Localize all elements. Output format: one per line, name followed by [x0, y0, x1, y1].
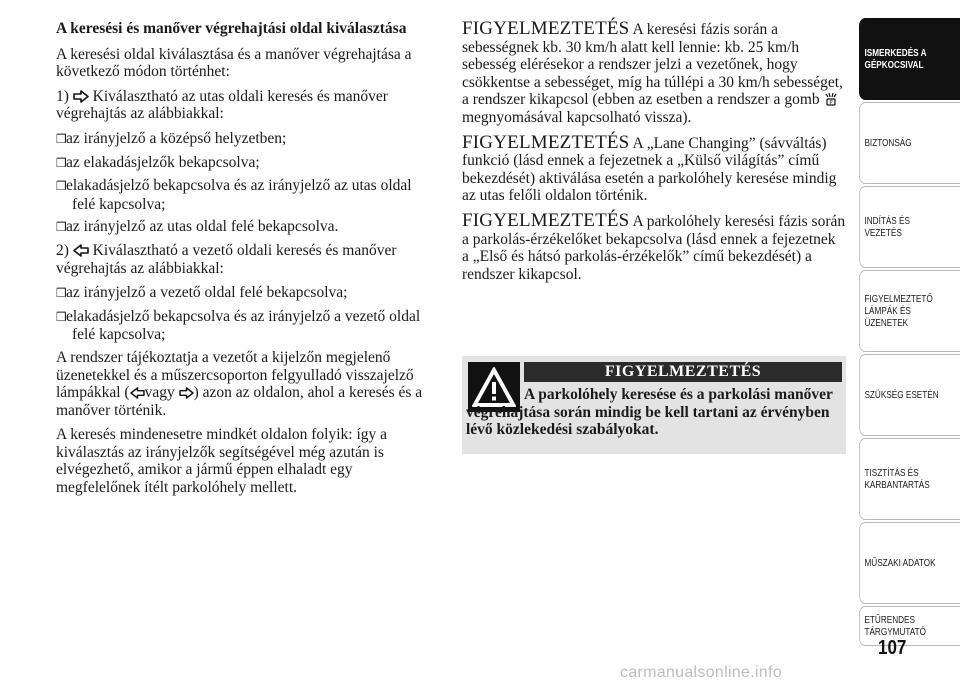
arrow-left-icon [130, 387, 145, 399]
tab-figyelmezteto[interactable]: FIGYELMEZTETŐ LÁMPÁK ÉS ÜZENETEK [859, 270, 960, 352]
checkbox-bullet-icon: ❒ [56, 220, 67, 235]
list-item: ❒az irányjelző a középső helyzetben; [56, 129, 287, 147]
arrow-right-icon [179, 387, 194, 399]
item-2: 2) Kiválasztható a vezető oldali keresés és manőver végrehajtás az alábbiakkal: [56, 241, 397, 277]
info-paragraph: A rendszer tájékoztatja a vezetőt a kijelzőn megjelenő üzenetekkel és a műszercsoporton felgyulladó visszajelző lámpákkal ( vagy ) azon az oldalon, ahol a keresés és a manőver történik. [56, 348, 423, 419]
arrow-right-icon [73, 90, 89, 103]
checkbox-bullet-icon: ❒ [56, 286, 67, 301]
section-heading: A keresési és manőver végrehajtási oldal kiválasztása [56, 20, 407, 37]
tab-muszaki[interactable]: MŰSZAKI ADATOK [859, 522, 960, 604]
tab-targymutato[interactable]: ETŰRENDES TÁRGYMUTATÓ [859, 606, 960, 646]
left-column [56, 20, 438, 504]
parking-sensor-button-icon [824, 92, 838, 106]
item-1: 1) Kiválasztható az utas oldali keresés és manőver végrehajtás az alábbiakkal: [56, 87, 388, 123]
warning-box-text: A parkolóhely keresése és a parkolási manőver végrehajtása során mindig be kell tartani az érvényben lévő közlekedési szabályokat. [466, 386, 833, 439]
arrow-left-icon [73, 244, 89, 257]
tab-inditas[interactable]: INDÍTÁS ÉS VEZETÉS [859, 186, 960, 268]
list-item: ❒az irányjelző az utas oldal felé bekapcsolva. [56, 218, 339, 236]
checkbox-bullet-icon: ❒ [56, 155, 67, 170]
list-item: ❒az elakadásjelzők bekapcsolva; [56, 153, 260, 171]
checkbox-bullet-icon: ❒ [56, 131, 67, 146]
tab-szukseg[interactable]: SZÜKSÉG ESETÉN [859, 354, 960, 436]
tab-biztonsag[interactable]: BIZTONSÁG [859, 102, 960, 184]
checkbox-bullet-icon: ❒ [56, 309, 67, 324]
list-item: ❒elakadásjelző bekapcsolva és az irányjelző a vezető oldal felé kapcsolva; [56, 307, 421, 344]
warning-box-title: FIGYELMEZTETÉS [524, 362, 842, 382]
list-item: ❒elakadásjelző bekapcsolva és az irányjelző az utas oldal felé kapcsolva; [56, 177, 412, 213]
note-parking-sensors: FIGYELMEZTETÉS A parkolóhely keresési fázis során a parkolás-érzékelőket bekapcsolva (lásd ennek a fejezetnek a „Első és hátsó parkolás-érzékelők” című bekezdését) a rendszer kikapcsol. [462, 209, 846, 283]
right-column [462, 20, 846, 290]
svg-text:P: P [828, 100, 833, 107]
warning-box [462, 356, 846, 454]
watermark: carmanualsonline.info [620, 664, 782, 681]
checkbox-bullet-icon: ❒ [56, 179, 67, 194]
page-number: 107 [878, 637, 907, 659]
final-paragraph: A keresés mindenesetre mindkét oldalon folyik: így a kiválasztás az irányjelzők segítségével még azután is elvégezhető, amikor a jármű éppen elhaladt egy megfelelőnek ítélt parkolóhely mellett. [56, 426, 388, 497]
tab-ismerkedes[interactable]: ISMERKEDÉS A GÉPKOCSIVAL [859, 18, 960, 100]
list-item: ❒az irányjelző a vezető oldal felé bekapcsolva; [56, 284, 348, 302]
note-lane-changing: FIGYELMEZTETÉS A „Lane Changing” (sávváltás) funkció (lásd ennek a fejezetnek a „Külső világítás” című bekezdését) aktiválása esetén a parkolóhely keresése mindig az utas felőli oldalon történik. [462, 131, 837, 205]
note-speed: FIGYELMEZTETÉS A keresési fázis során a sebességnek kb. 30 km/h alatt kell lennie: kb. 25 km/h sebesség elérésekor a rendszer jelzi a vezetőnek, hogy csökkentse a sebességet, míg ha túllépi a 30 km/h sebességet, a rendszer kikapcsol (ebben az esetben a rendszer a gomb P megnyomásával kapcsolható vissza). [462, 18, 843, 126]
intro-paragraph: A keresési oldal kiválasztása és a manőver végrehajtása a következő módon történhet: [56, 45, 412, 81]
tab-tisztitas[interactable]: TISZTÍTÁS ÉS KARBANTARTÁS [859, 438, 960, 520]
